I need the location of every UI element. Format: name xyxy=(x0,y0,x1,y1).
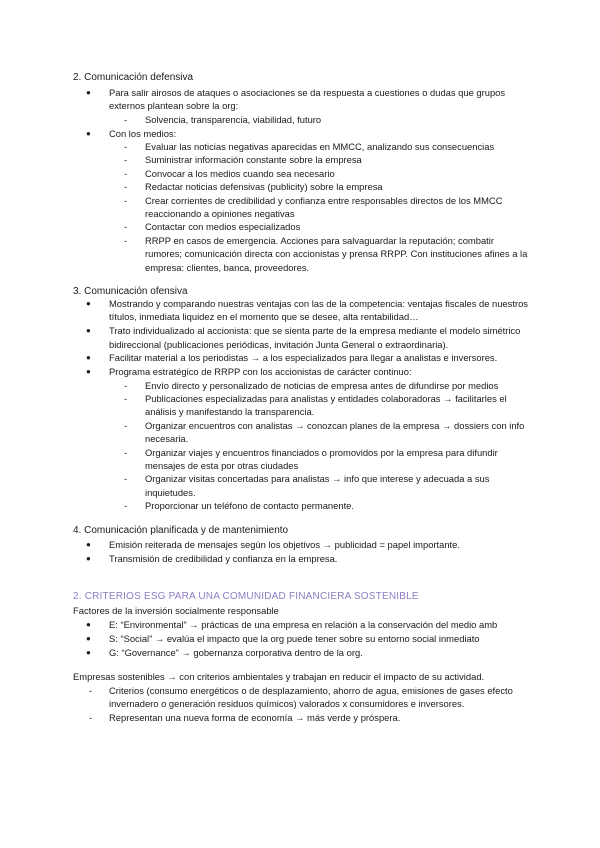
dash-icon: - xyxy=(124,154,128,166)
sustainable-companies-paragraph: Empresas sostenibles → con criterios ambientales y trabajan en reducir el impacto de su actividad. xyxy=(73,671,485,682)
dash-icon: - xyxy=(124,113,128,125)
dash-icon: - xyxy=(124,234,128,246)
defensiva-list xyxy=(72,86,532,274)
list-item: ● Para salir airosos de ataques o asociaciones se da respuesta a cuestiones o dudas que grupos externos plantean sobre la org: - Solvencia, transparencia, viabilidad, futuro xyxy=(72,86,532,126)
dash-icon: - xyxy=(124,167,128,179)
list-item: ● Trato individualizado al accionista: que se sienta parte de la empresa mediante el modelo simétrico bidireccional (publicaciones periódicas, invitación Junta General o extraordinaria). xyxy=(86,325,521,350)
list-item: ● Emisión reiterada de mensajes según los objetivos → publicidad = papel importante. xyxy=(86,539,460,550)
sub-list xyxy=(109,113,532,126)
bullet-icon: ● xyxy=(86,88,91,97)
dash-icon: - xyxy=(124,221,128,233)
dash-icon: - xyxy=(124,473,128,485)
list-item: ● G: “Governance” → gobernanza corporativa dentro de la org. xyxy=(86,646,363,658)
list-item: ● E: “Environmental” → prácticas de una empresa en relación a la conservación del medio amb xyxy=(86,619,498,630)
sub-list-item: - Proporcionar un teléfono de contacto permanente. xyxy=(124,500,354,512)
sub-list-item: - Redactar noticias defensivas (publicity) sobre la empresa xyxy=(124,181,383,193)
sub-list-item: - Publicaciones especializadas para analistas y entidades colaboradoras → facilitarles el análisis y manifestando la transparencia. xyxy=(124,393,507,418)
list-item: ● Con los medios: - Evaluar las noticias negativas aparecidas en MMCC, analizando sus consecuencias - Suministrar información constante sobre la empresa - Convocar a los medios cuando sea necesario - Redactar noticias defensivas (publicity) sobre la empresa - Crear corrientes de credibilidad y confianza entre responsables directos de los MMCC reaccionando a opiniones negativas - Contactar con medios especializados - RRPP en casos de emergencia. Acciones para salvaguardar la reputación; combatir rumores; comunicación directa con accionistas y prensa RRPP. Con instituciones afines a la empresa: clientes, banca, proveedores. xyxy=(72,127,532,274)
bullet-icon: ● xyxy=(86,633,91,643)
planificada-list xyxy=(72,538,532,566)
sub-list-item: - Convocar a los medios cuando sea necesario xyxy=(124,167,335,179)
bullet-icon: ● xyxy=(86,553,91,563)
section-heading-ofensiva: 3. Comunicación ofensiva xyxy=(73,286,188,297)
sub-list-item: - Crear corrientes de credibilidad y confianza entre responsables directos de los MMCC reaccionando a opiniones negativas xyxy=(124,194,503,220)
bullet-icon: ● xyxy=(86,540,91,549)
bullet-icon: ● xyxy=(86,367,91,377)
dash-icon: - xyxy=(89,712,93,724)
list-item: ● Transmisión de credibilidad y confianza en la empresa. xyxy=(86,552,338,564)
sub-list-item: - Organizar visitas concertadas para analistas → info que interese y adecuada a sus inquietudes. xyxy=(124,473,490,498)
sub-list-item: - Contactar con medios especializados xyxy=(124,221,301,233)
dash-icon: - xyxy=(124,141,128,153)
sub-list-item: - RRPP en casos de emergencia. Acciones para salvaguardar la reputación; combatir rumores; comunicación directa con accionistas y prensa RRPP. Con instituciones afines a la empresa: clientes, banca, proveedores. xyxy=(124,234,528,273)
list-item: ● S: “Social” → evalúa el impacto que la org puede tener sobre su entorno social inmediato xyxy=(86,632,480,644)
dash-icon: - xyxy=(124,446,128,458)
sub-list-item: - Organizar encuentros con analistas → conozcan planes de la empresa → dossiers con info necesaria. xyxy=(124,419,525,445)
bullet-icon: ● xyxy=(86,128,91,138)
dash-icon: - xyxy=(124,181,128,193)
bullet-icon: ● xyxy=(86,299,91,308)
dash-icon: - xyxy=(89,685,93,696)
list-item: ● Mostrando y comparando nuestras ventajas con las de la competencia: ventajas fiscales de nuestros títulos, inmediata liquidez en el momento que se desee, alta rentabilidad… xyxy=(86,298,528,323)
list-item: ● Facilitar material a los periodistas → a los especializados para llegar a analistas e inversores. xyxy=(86,352,498,364)
esg-heading: 2. CRITERIOS ESG PARA UNA COMUNIDAD FINANCIERA SOSTENIBLE xyxy=(73,591,419,602)
sub-list-item: - Organizar viajes y encuentros financiados o promovidos por la empresa para difundir mensajes de esta por otras ciudades xyxy=(124,446,498,472)
bullet-icon: ● xyxy=(86,647,91,657)
dash-icon: - xyxy=(124,419,128,431)
sub-list xyxy=(109,140,532,274)
dash-icon: - xyxy=(124,379,128,391)
sub-list-item: - Evaluar las noticias negativas aparecidas en MMCC, analizando sus consecuencias xyxy=(124,141,495,153)
sub-list-item: - Suministrar información constante sobre la empresa xyxy=(124,154,362,166)
sub-list-item: - Solvencia, transparencia, viabilidad, futuro xyxy=(124,113,322,125)
esg-factors-list xyxy=(72,618,532,659)
dash-icon: - xyxy=(124,194,128,206)
section-heading-defensiva: 2. Comunicación defensiva xyxy=(73,72,194,83)
sub-list-item: - Envío directo y personalizado de noticias de empresa antes de difundirse por medios xyxy=(124,379,499,391)
section-heading-planificada: 4. Comunicación planificada y de mantenimiento xyxy=(73,525,289,536)
sustainable-dash-list xyxy=(72,684,532,725)
bullet-icon: ● xyxy=(86,353,91,363)
sub-list xyxy=(109,379,532,513)
list-item: - Representan una nueva forma de economía → más verde y próspera. xyxy=(89,712,401,724)
bullet-icon: ● xyxy=(86,620,91,629)
dash-icon: - xyxy=(124,500,128,512)
esg-subtitle: Factores de la inversión socialmente responsable xyxy=(73,605,279,616)
list-item: ● Programa estratégico de RRPP con los accionistas de carácter continuo: - Envío directo y personalizado de noticias de empresa antes de difundirse por medios - Publicaciones especializadas para analistas y entidades colaboradoras → facilitarles el análisis y manifestando la transparencia. - Organizar encuentros con analistas → conozcan planes de la empresa → dossiers con info necesaria. - Organizar viajes y encuentros financiados o promovidos por la empresa para difundir mensajes de esta por otras ciudades - Organizar visitas concertadas para analistas → info que interese y adecuada a sus inquietudes. - Proporcionar un teléfono de contacto permanente. xyxy=(72,365,532,512)
dash-icon: - xyxy=(124,393,128,405)
bullet-icon: ● xyxy=(86,326,91,336)
ofensiva-list xyxy=(72,297,532,513)
list-item: - Criterios (consumo energéticos o de desplazamiento, ahorro de agua, emisiones de gases efecto invernadero o generación residuos químicos) valorados x consumidores e inversores. xyxy=(89,685,513,710)
